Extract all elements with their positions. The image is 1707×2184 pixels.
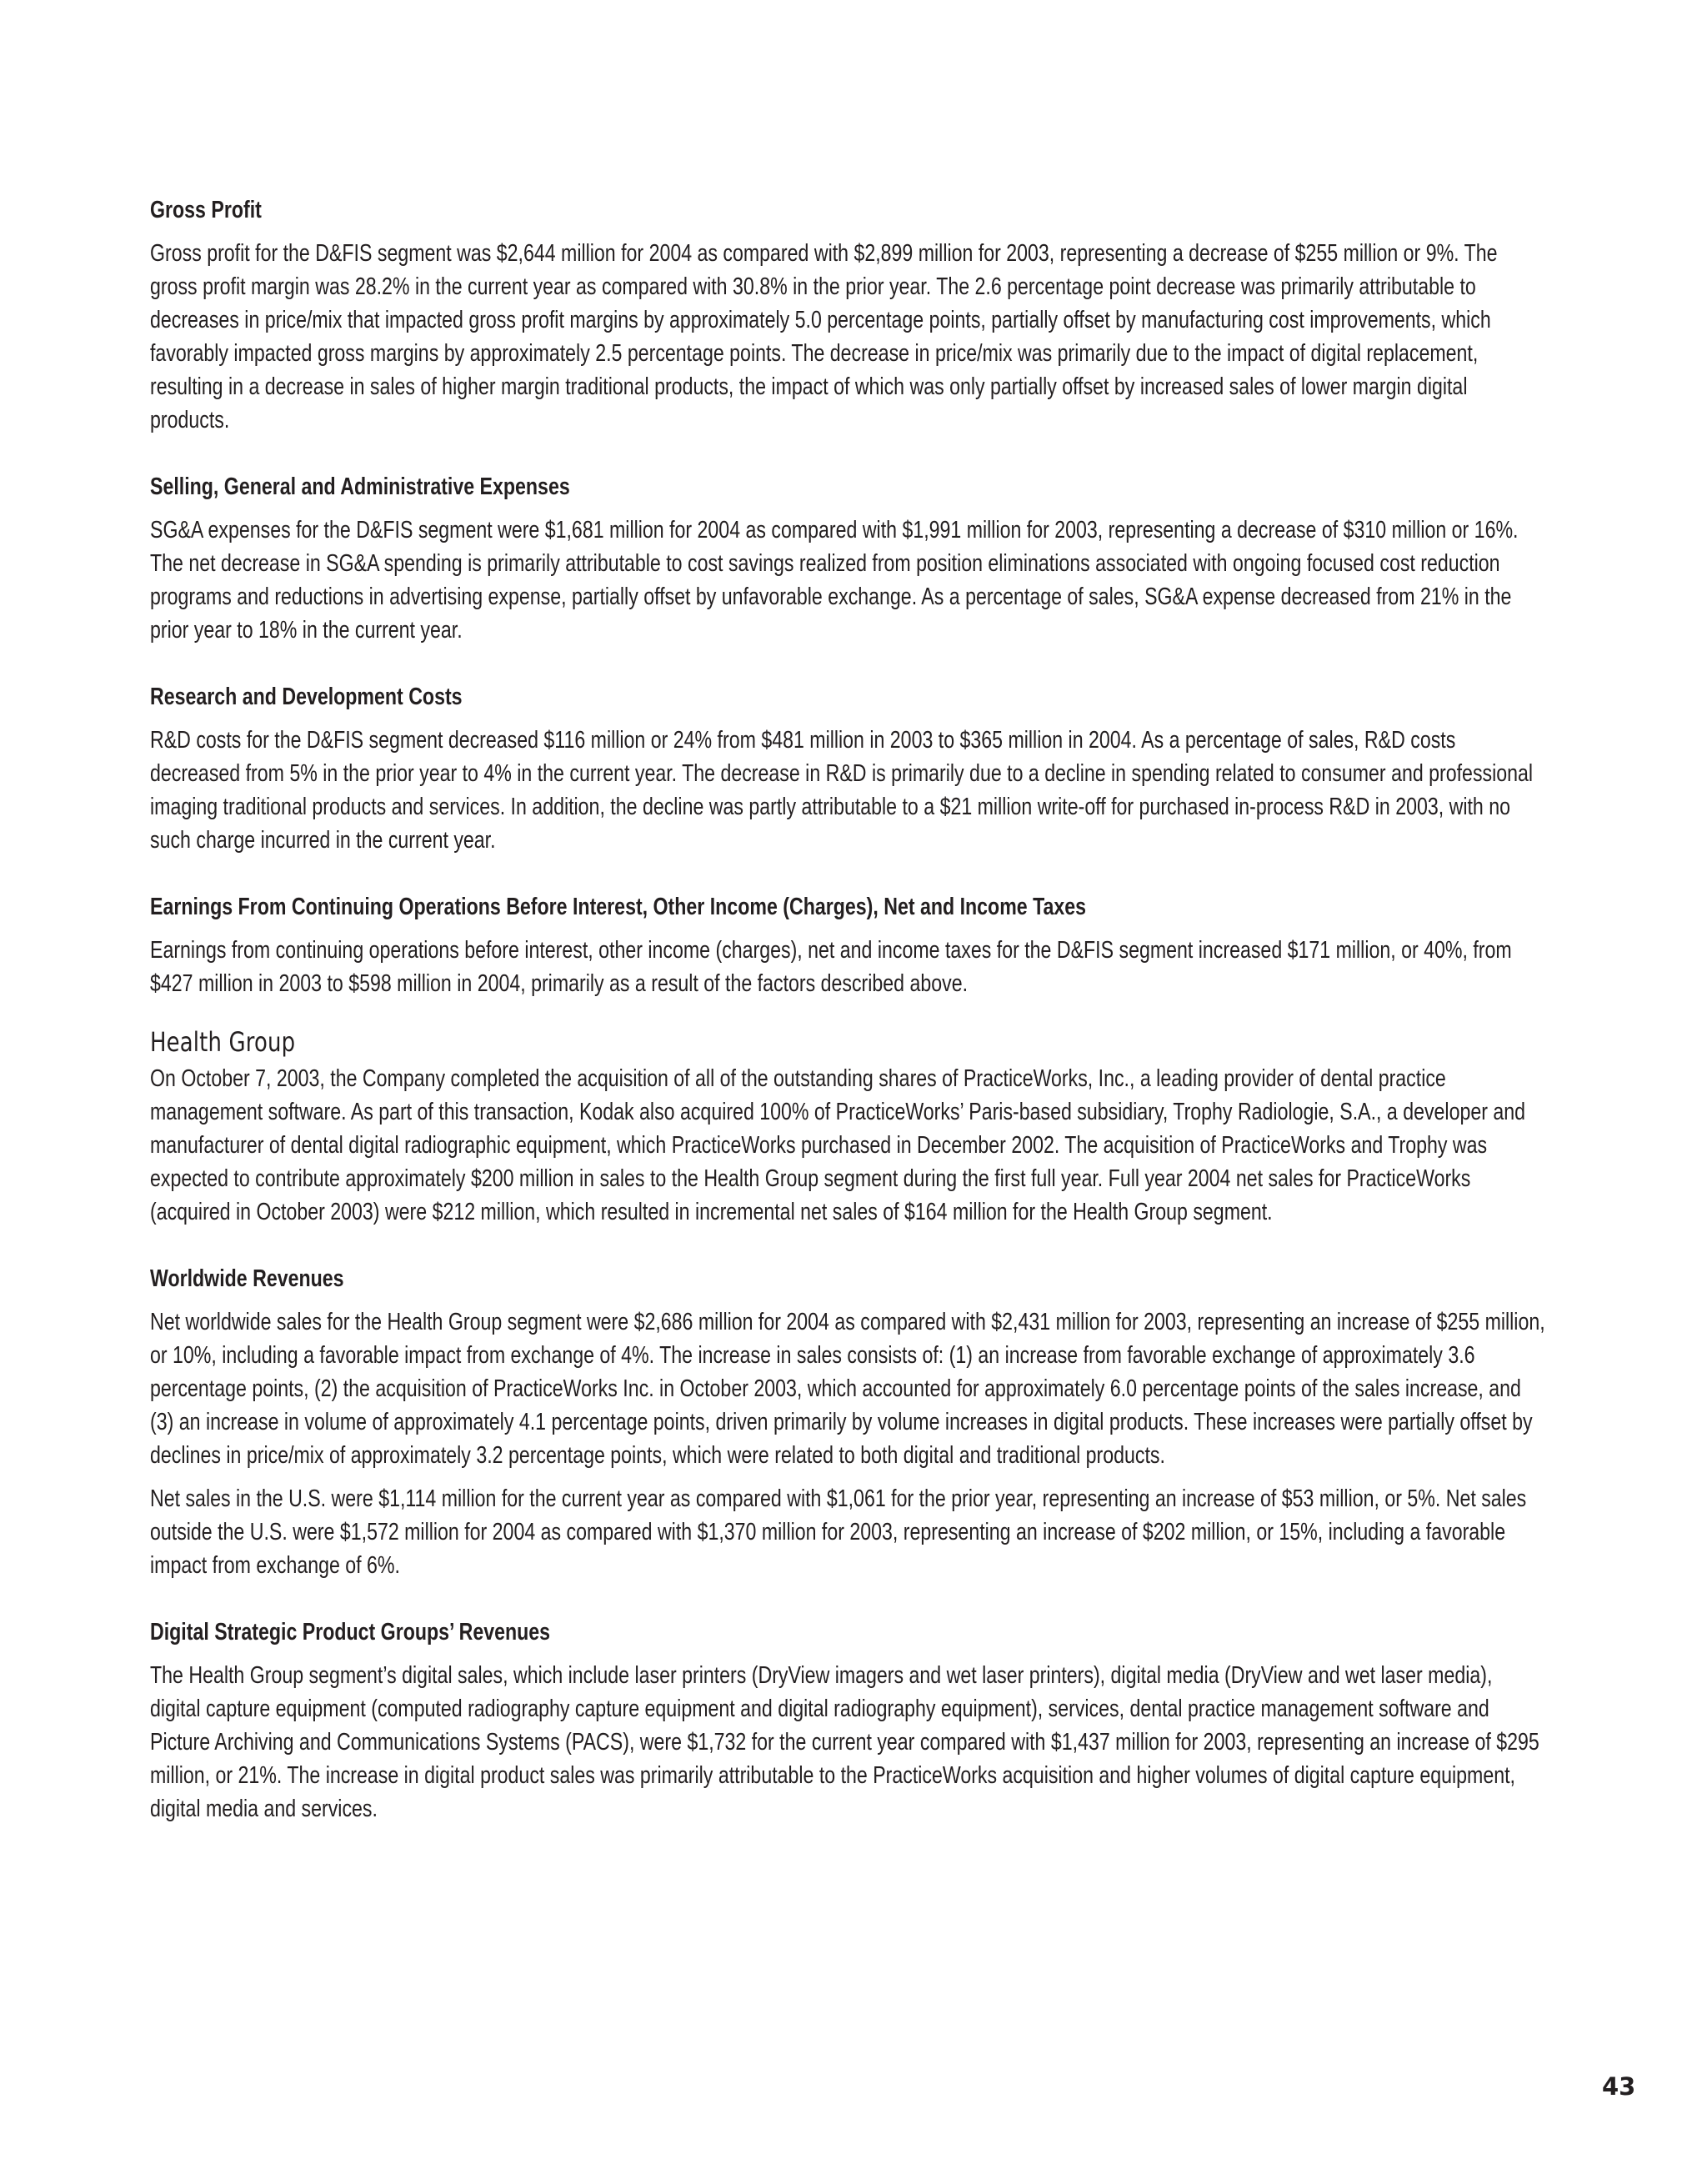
section-worldwide-revenues	[150, 1262, 1548, 1582]
paragraph: On October 7, 2003, the Company completed the acquisition of all of the outstanding shares of PracticeWorks, Inc., a leading provider of dental practice management software. As part of this transaction, Kodak also acquired 100% of PracticeWorks’ Paris-based subsidiary, Trophy Radiologie, S.A., a developer and manufacturer of dental digital radiographic equipment, which PracticeWorks purchased in December 2002. The acquisition of PracticeWorks and Trophy was expected to contribute approximately $200 million in sales to the Health Group segment during the first full year. Full year 2004 net sales for PracticeWorks (acquired in October 2003) were $212 million, which resulted in incremental net sales of $164 million for the Health Group segment.	[150, 1065, 1526, 1225]
paragraph: Earnings from continuing operations before interest, other income (charges), net and income taxes for the D&FIS segment increased $171 million, or 40%, from $427 million in 2003 to $598 million in 2004, primarily as a result of the factors described above.	[150, 937, 1512, 997]
section-sga-expenses	[150, 470, 1548, 647]
section-heading: Research and Development Costs	[150, 684, 463, 710]
section-heading: Digital Strategic Product Groups’ Revenues	[150, 1619, 551, 1646]
section-health-group	[150, 1024, 1548, 1229]
paragraph: Net sales in the U.S. were $1,114 million for the current year as compared with $1,061 for the prior year, representing an increase of $53 million, or 5%. Net sales outside the U.S. were $1,572 million for 2004 as compared with $1,370 million for 2003, representing an increase of $202 million, or 15%, including a favorable impact from exchange of 6%.	[150, 1485, 1527, 1579]
section-heading: Worldwide Revenues	[150, 1265, 344, 1292]
section-earnings	[150, 890, 1548, 1000]
paragraph: Gross profit for the D&FIS segment was $2,644 million for 2004 as compared with $2,899 million for 2003, representing a decrease of $255 million or 9%. The gross profit margin was 28.2% in the current year as compared with 30.8% in the prior year. The 2.6 percentage point decrease was primarily attributable to decreases in price/mix that impacted gross profit margins by approximately 5.0 percentage points, partially offset by manufacturing cost improvements, which favorably impacted gross margins by approximately 2.5 percentage points. The decrease in price/mix was primarily due to the impact of digital replacement, resulting in a decrease in sales of higher margin traditional products, the impact of which was only partially offset by increased sales of lower margin digital products.	[150, 240, 1498, 433]
section-rd-costs	[150, 680, 1548, 857]
section-heading: Selling, General and Administrative Expenses	[150, 473, 570, 500]
section-heading: Gross Profit	[150, 197, 262, 223]
page-number: 43	[1602, 2072, 1636, 2101]
paragraph: The Health Group segment’s digital sales, which include laser printers (DryView imagers and wet laser printers), digital media (DryView and wet laser media), digital capture equipment (computed radiography capture equipment and digital radiography equipment), services, dental practice management software and Picture Archiving and Communications Systems (PACS), were $1,732 for the current year compared with $1,437 million for 2003, representing an increase of $295 million, or 21%. The increase in digital product sales was primarily attributable to the PracticeWorks acquisition and higher volumes of digital capture equipment, digital media and services.	[150, 1662, 1539, 1822]
major-heading-health-group: Health Group	[150, 1026, 296, 1058]
section-heading: Earnings From Continuing Operations Before Interest, Other Income (Charges), Net and Income Taxes	[150, 894, 1087, 920]
section-digital-revenues	[150, 1615, 1548, 1826]
paragraph: Net worldwide sales for the Health Group segment were $2,686 million for 2004 as compared with $2,431 million for 2003, representing an increase of $255 million, or 10%, including a favorable impact from exchange of 4%. The increase in sales consists of: (1) an increase from favorable exchange of approximately 3.6 percentage points, (2) the acquisition of PracticeWorks Inc. in October 2003, which accounted for approximately 6.0 percentage points of the sales increase, and (3) an increase in volume of approximately 4.1 percentage points, driven primarily by volume increases in digital products. These increases were partially offset by declines in price/mix of approximately 3.2 percentage points, which were related to both digital and traditional products.	[150, 1309, 1545, 1469]
page-content	[150, 193, 1546, 1859]
paragraph: R&D costs for the D&FIS segment decreased $116 million or 24% from $481 million in 2003 to $365 million in 2004. As a percentage of sales, R&D costs decreased from 5% in the prior year to 4% in the current year. The decrease in R&D is primarily due to a decline in spending related to consumer and professional imaging traditional products and services. In addition, the decline was partly attributable to a $21 million write-off for purchased in-process R&D in 2003, with no such charge incurred in the current year.	[150, 727, 1534, 854]
section-gross-profit	[150, 193, 1548, 437]
paragraph: SG&A expenses for the D&FIS segment were $1,681 million for 2004 as compared with $1,991 million for 2003, representing a decrease of $310 million or 16%. The net decrease in SG&A spending is primarily attributable to cost savings realized from position eliminations associated with ongoing focused cost reduction programs and reductions in advertising expense, partially offset by unfavorable exchange. As a percentage of sales, SG&A expense decreased from 21% in the prior year to 18% in the current year.	[150, 517, 1519, 644]
body-text	[150, 193, 1548, 1826]
